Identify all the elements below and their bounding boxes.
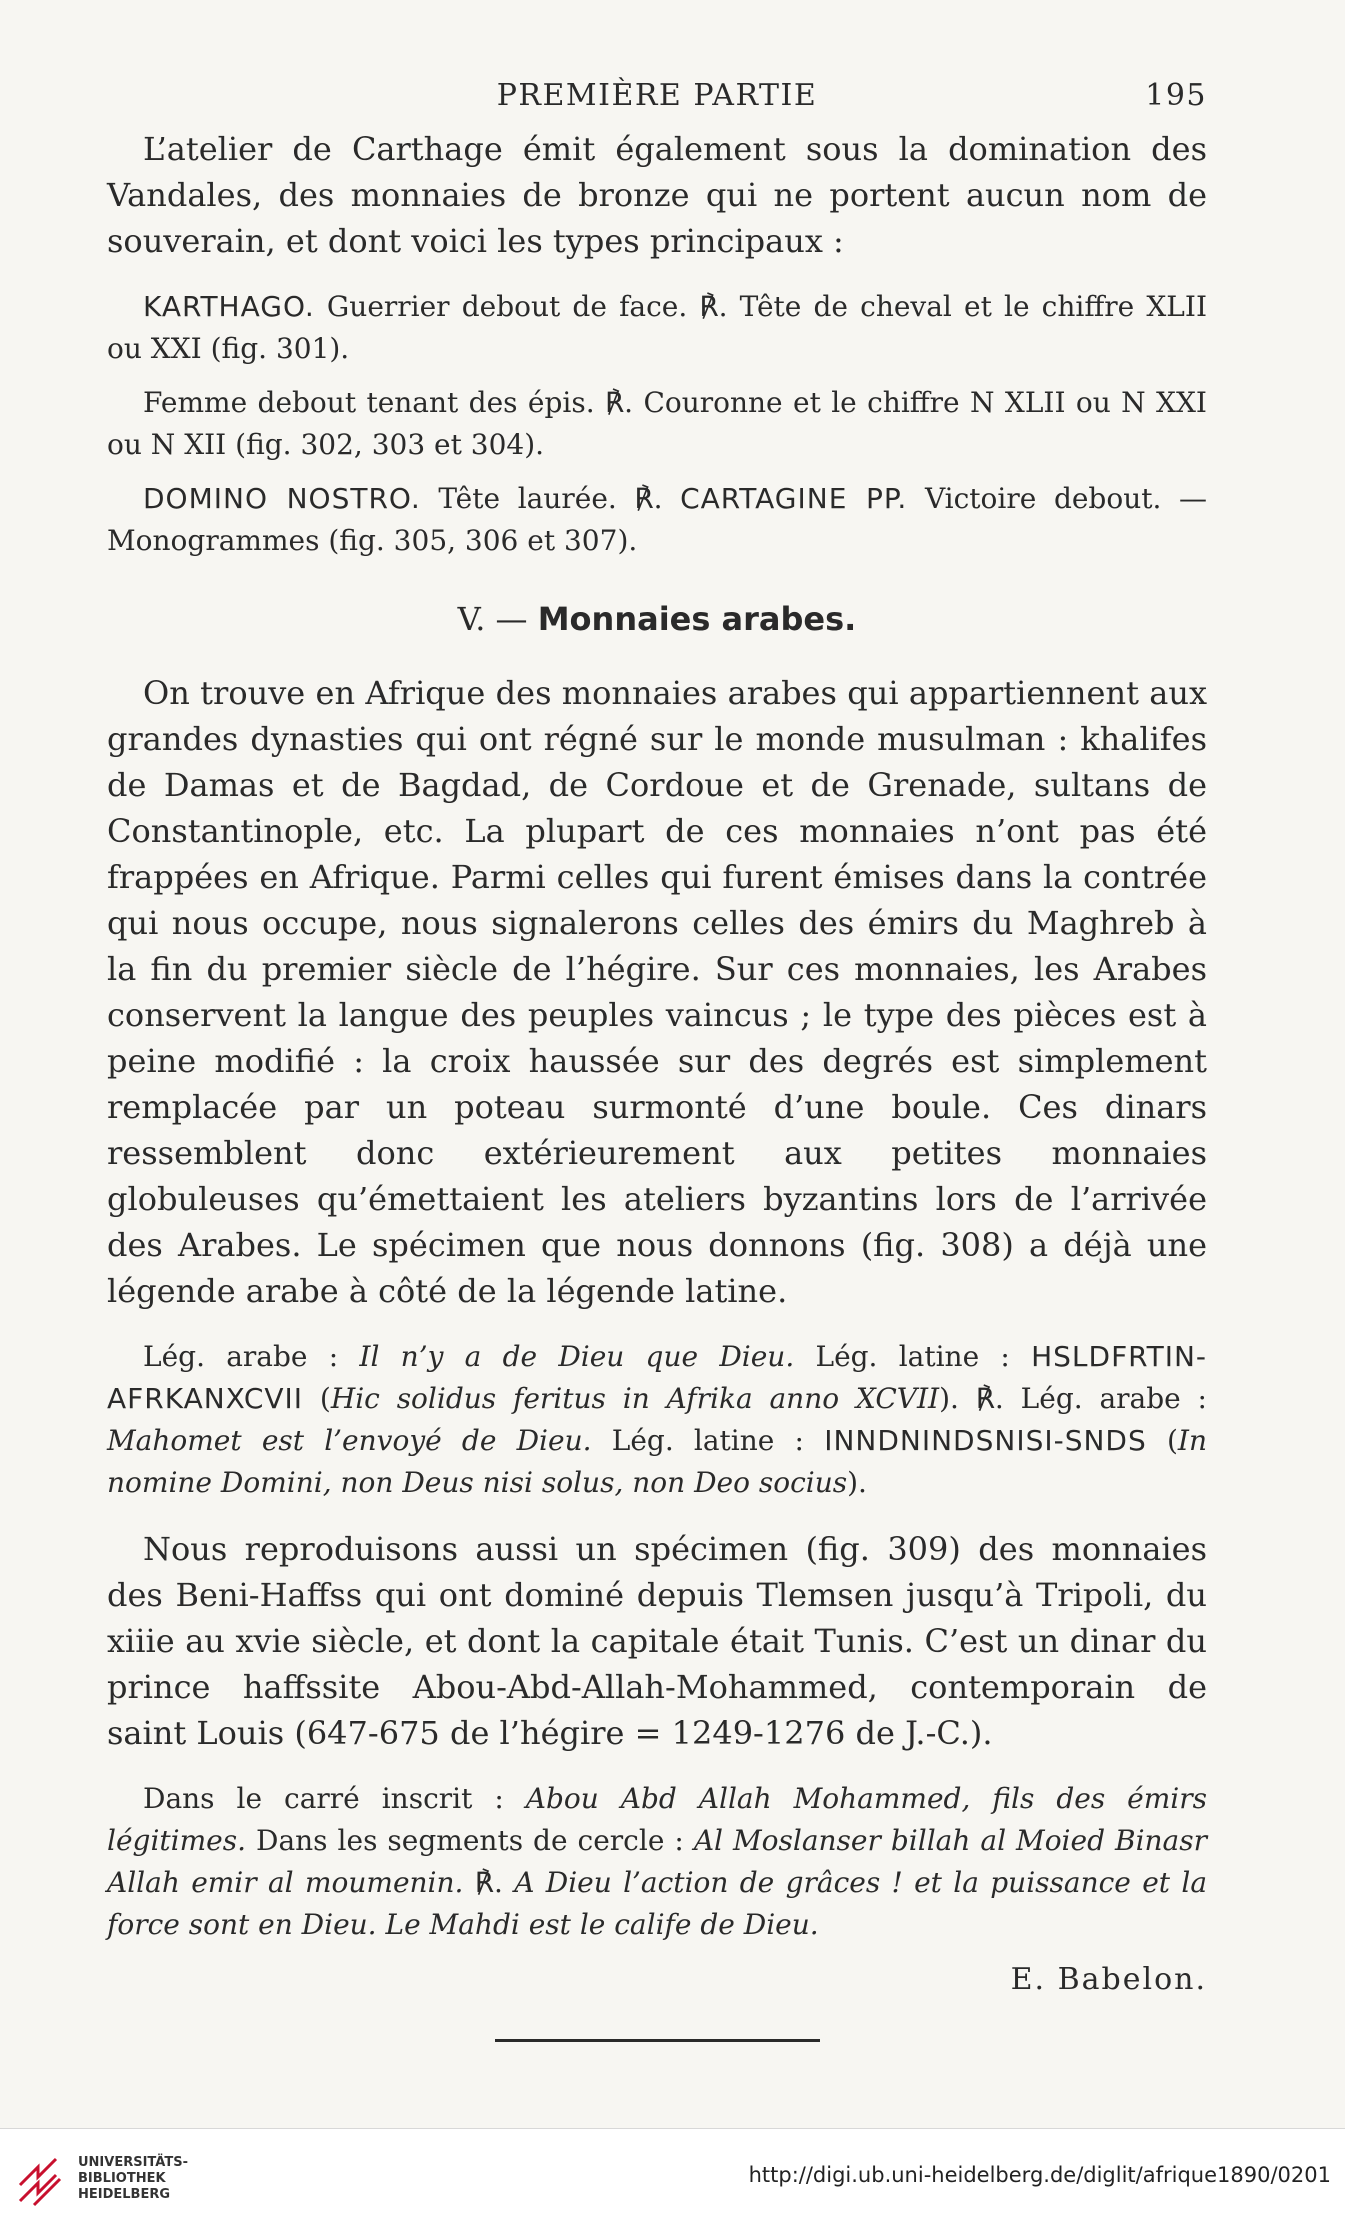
- legend-italic: Al Moslanser billah al Moied Binasr Allah emir al moumenin.: [107, 1824, 1208, 1899]
- paragraph-beni-haffss: Nous reproduisons aussi un spécimen (fig. 309) des monnaies des Beni-Haffss qui ont dominé depuis Tlemsen jusqu’à Tripoli, du xiiie au xvie siècle, et dont la capitale était Tunis. C’est un dinar du prince haffssite Abou-Abd-Allah-Mohammed, contemporain de saint Louis (647-675 de l’hégire = 1249-1276 de J.-C.).: [107, 1530, 1207, 1752]
- library-name-line: UNIVERSITÄTS-: [78, 2155, 188, 2170]
- legend-text: Lég. arabe :: [143, 1340, 360, 1373]
- source-url-link[interactable]: http://digi.ub.uni-heidelberg.de/diglit/afrique1890/0201: [748, 2163, 1331, 2187]
- legend-italic: Mahomet est l’envoyé de Dieu.: [107, 1424, 592, 1457]
- section-number: V. —: [457, 600, 538, 638]
- legend-text: Dans les segments de cercle :: [246, 1824, 694, 1857]
- legend-text: Lég. latine :: [591, 1424, 825, 1457]
- section-heading: [107, 598, 1207, 640]
- library-logo-icon: [14, 2155, 66, 2207]
- legend-text: (: [1146, 1424, 1178, 1457]
- legend-italic: Il n’y a de Dieu que Dieu.: [359, 1340, 795, 1373]
- paragraph-arab-coins: On trouve en Afrique des monnaies arabes qui appartiennent aux grandes dynasties qui ont régné sur le monde musulman : khalifes de Damas et de Bagdad, de Cordoue et de Grenade, sultans de Constantinople, etc. La plupart de ces monnaies n’ont pas été frappées en Afrique. Parmi celles qui furent émises dans la contrée qui nous occupe, nous signalerons celles des émirs du Maghreb à la fin du premier siècle de l’hégire. Sur ces monnaies, les Arabes conservent la langue des peuples vaincus ; le type des pièces est à peine modifié : la croix haussée sur des degrés est simplement remplacée par un poteau surmonté d’une boule. Ces dinars ressemblent donc extérieurement aux petites monnaies globuleuses qu’émettaient les ateliers byzantins lors de l’arrivée des Arabes. Le spécimen que nous donnons (fig. 308) a déjà une légende arabe à côté de la légende latine.: [107, 674, 1207, 1310]
- legend-text: ).: [847, 1466, 867, 1499]
- running-title: PREMIÈRE PARTIE: [496, 78, 818, 113]
- legend-italic: A Dieu l’action de grâces ! et la puissance et la force sont en Dieu. Le Mahdi est le calife de Dieu.: [107, 1866, 1208, 1941]
- legend-dinar-haffssite: [107, 1778, 1207, 1946]
- library-name: [78, 2155, 188, 2203]
- legend-italic: Hic solidus feritus in Afrika anno XCVII: [330, 1382, 940, 1415]
- legend-inscription: INNDNINDSNISI-SNDS: [824, 1424, 1147, 1457]
- footer-bar: [0, 2128, 1345, 2223]
- coin-legend-karthago: KARTHAGO.: [143, 290, 315, 323]
- paragraph-carthage: L’atelier de Carthage émit également sous la domination des Vandales, des monnaies de bronze qui ne portent aucun nom de souverain, et dont voici les types principaux :: [107, 130, 1207, 260]
- legend-dinar-maghreb: [107, 1336, 1207, 1504]
- running-head: [107, 78, 1207, 126]
- coin-type-karthago: [107, 286, 1207, 370]
- legend-text: Dans le carré inscrit :: [143, 1782, 526, 1815]
- coin-type-domino-mid: Tête laurée. ℟.: [420, 482, 681, 515]
- coin-type-domino-text: Victoire debout. — Monogrammes (fig. 305, 306 et 307).: [107, 482, 1208, 557]
- legend-text: (: [303, 1382, 331, 1415]
- library-name-line: BIBLIOTHEK: [78, 2171, 166, 2186]
- legend-text: ). ℟. Lég. arabe :: [939, 1382, 1207, 1415]
- section-title: Monnaies arabes.: [537, 600, 857, 638]
- coin-type-karthago-text: Guerrier debout de face. ℟. Tête de cheval et le chiffre XLII ou XXI (fig. 301).: [107, 290, 1207, 365]
- coin-legend-domino-nostro: DOMINO NOSTRO.: [143, 482, 421, 515]
- library-name-line: HEIDELBERG: [78, 2187, 171, 2202]
- coin-type-femme: Femme debout tenant des épis. ℟. Couronne et le chiffre N XLII ou N XXI ou N XII (fig. 302, 303 et 304).: [107, 386, 1207, 461]
- legend-italic: In nomine Domini, non Deus nisi solus, non Deo socius: [107, 1424, 1207, 1499]
- legend-text: ℟.: [463, 1866, 515, 1899]
- closing-rule: [495, 2039, 820, 2042]
- legend-text: Lég. latine :: [794, 1340, 1032, 1373]
- coin-legend-cartagine: CARTAGINE PP.: [680, 482, 908, 515]
- legend-italic: Abou Abd Allah Mohammed, fils des émirs légitimes.: [107, 1782, 1207, 1857]
- page-content: [107, 78, 1207, 2042]
- page-number: 195: [1145, 78, 1207, 113]
- legend-inscription: HSLDFRTIN-AFRKANXCVII: [107, 1340, 1207, 1415]
- coin-type-domino: [107, 478, 1207, 562]
- logo-shape: [20, 2159, 60, 2205]
- author-signature: E. Babelon.: [1010, 1962, 1207, 1997]
